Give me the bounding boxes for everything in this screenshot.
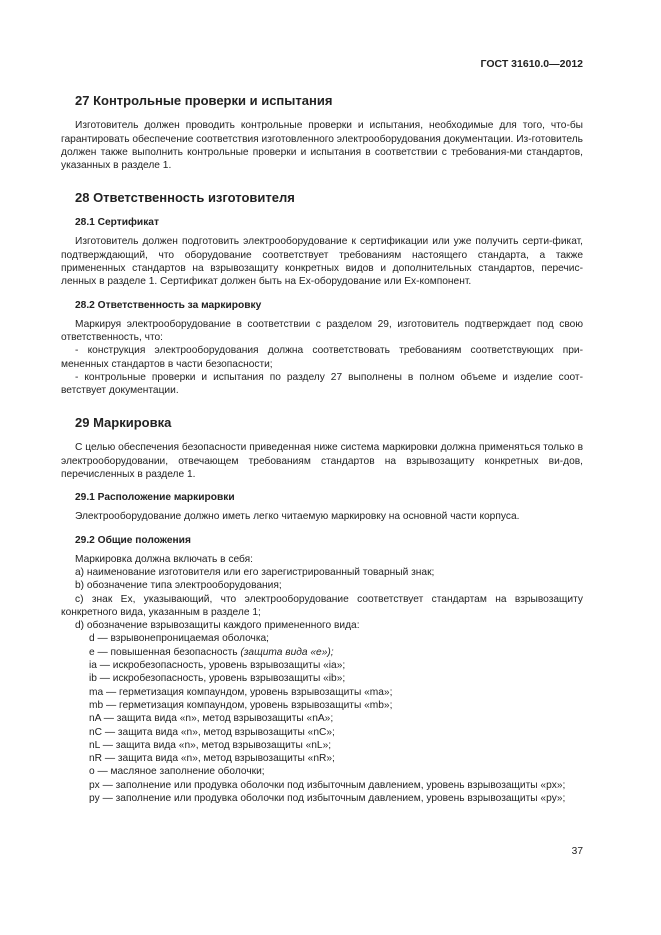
section-28-2-title: 28.2 Ответственность за маркировку: [75, 299, 262, 311]
section-28-1-text: Изготовитель должен подготовить электрооборудование к сертификации или уже получить серти-фикат, подтверждающий, что оборудование соответствует требованиям настоящего стандарта, а также примененных стандартов на взрывозащиту конкретных видов и дополнительных стандартов, перечис-ленных в разделе 1. Сертификат должен быть на Ex-оборудование или Ex-компонент.: [61, 236, 583, 288]
protection-type-item: py — заполнение или продувка оболочки под избыточным давлением, уровень взрывозащиты «py»;: [89, 792, 566, 804]
section-29-1-text: Электрооборудование должно иметь легко читаемую маркировку на основной части корпуса.: [75, 511, 520, 523]
section-29-title: 29 Маркировка: [75, 415, 172, 431]
page-number: 37: [571, 846, 583, 857]
protection-type-item: [61, 646, 583, 659]
document-code: ГОСТ 31610.0—2012: [480, 58, 583, 70]
section-28-2-item: - контрольные проверки и испытания по разделу 27 выполнены в полном объеме и изделие соот-ветствует документации.: [61, 371, 583, 397]
section-28-1-title: 28.1 Сертификат: [75, 217, 159, 229]
protection-type-item: d — взрывонепроницаемая оболочка;: [89, 633, 270, 645]
protection-type-item: ia — искробезопасность, уровень взрывозащиты «ia»;: [89, 660, 346, 672]
section-29-text: С целью обеспечения безопасности приведенная ниже система маркировки должна применяться только в электрооборудовании, отвечающем требованиям стандартов на взрывозащиту конкретных ви-дов, перечисленных в разделе 1.: [61, 442, 583, 481]
section-29-2-intro: Маркировка должна включать в себя:: [75, 553, 254, 565]
protection-type-text: е — повышенная безопасность: [89, 646, 241, 658]
protection-type-item: px — заполнение или продувка оболочки под избыточным давлением, уровень взрывозащиты «px»;: [89, 779, 566, 791]
protection-type-item: ma — герметизация компаундом, уровень взрывозащиты «ma»;: [89, 686, 393, 698]
protection-type-note: (защита вида «е»);: [240, 646, 334, 658]
protection-type-item: ib — искробезопасность, уровень взрывозащиты «ib»;: [89, 673, 346, 685]
list-item-a: а) наименование изготовителя или его зарегистрированный товарный знак;: [75, 566, 435, 578]
section-28-2-text: Маркируя электрооборудование в соответствии с разделом 29, изготовитель подтверждает под свою ответственность, что:: [61, 318, 583, 343]
section-29-2-title: 29.2 Общие положения: [75, 534, 191, 546]
section-27-text: Изготовитель должен проводить контрольные проверки и испытания, необходимые для того, что-бы гарантировать обеспечение соответствия изготовленного электрооборудования документации. Из-готовитель должен также выполнить контрольные проверки и испытания в соответствии с требования-ми стандартов, указанных в разделе 1.: [61, 120, 583, 172]
list-item-d: d) обозначение взрывозащиты каждого примененного вида:: [75, 620, 360, 632]
list-item-c: с) знак Ex, указывающий, что электрооборудование соответствует стандартам на взрывозащиту конкретного вида, указанным в разделе 1;: [61, 593, 583, 618]
protection-type-item: о — масляное заполнение оболочки;: [89, 766, 265, 778]
protection-type-item: nR — защита вида «n», метод взрывозащиты «nR»;: [89, 753, 335, 765]
section-27-title: 27 Контрольные проверки и испытания: [75, 93, 333, 109]
protection-types-list: [61, 632, 583, 805]
list-item-b: b) обозначение типа электрооборудования;: [75, 580, 282, 592]
section-29-1-title: 29.1 Расположение маркировки: [75, 492, 235, 504]
protection-type-item: nL — защита вида «n», метод взрывозащиты «nL»;: [89, 739, 332, 751]
protection-type-item: nA — защита вида «n», метод взрывозащиты «nA»;: [89, 713, 334, 725]
protection-type-item: nC — защита вида «n», метод взрывозащиты «nC»;: [89, 726, 335, 738]
section-28-title: 28 Ответственность изготовителя: [75, 190, 295, 206]
section-28-2-item: - конструкция электрооборудования должна соответствовать требованиям соответствующих при-мененных стандартов в части безопасности;: [61, 345, 583, 370]
protection-type-item: mb — герметизация компаундом, уровень взрывозащиты «mb»;: [89, 699, 393, 711]
